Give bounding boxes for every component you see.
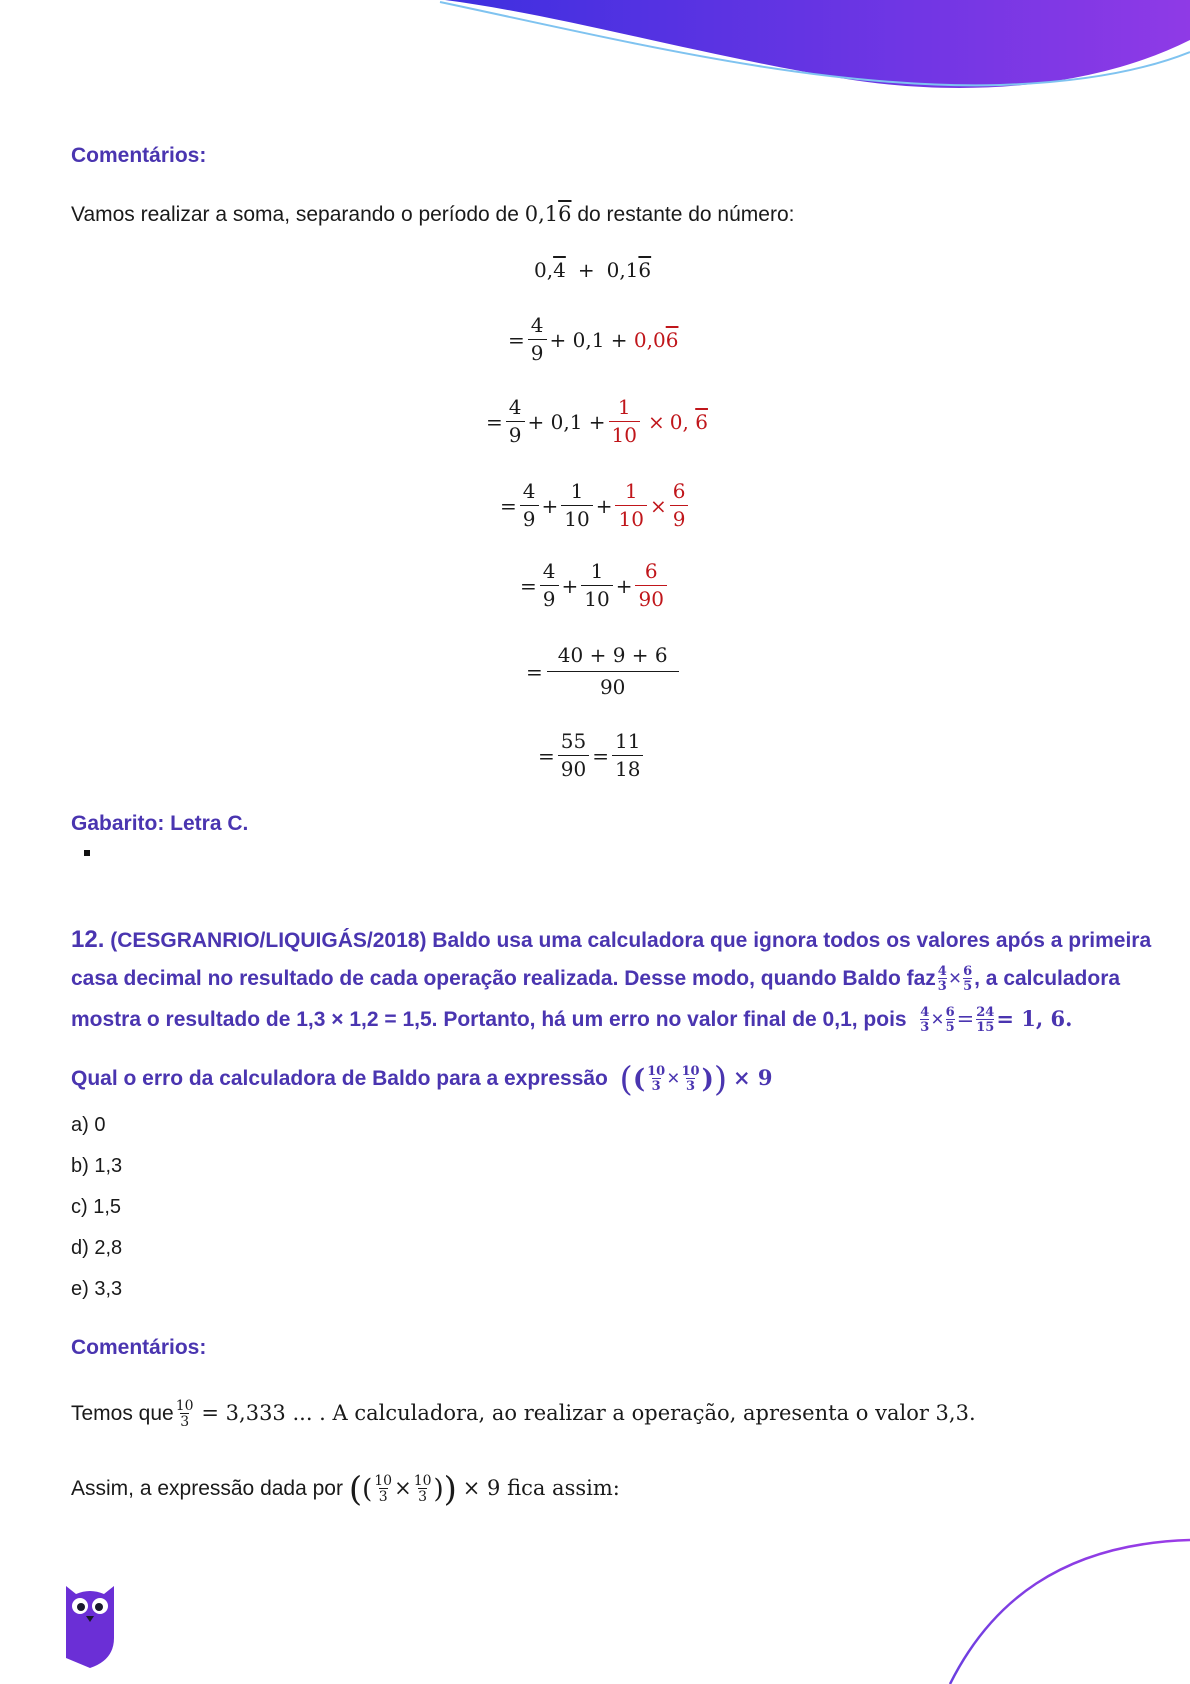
answer-label: Gabarito: Letra C. bbox=[71, 812, 249, 835]
comments-heading: Comentários: bbox=[71, 144, 207, 167]
math-step-1: 0, 4 + 0,1 6 bbox=[534, 258, 652, 282]
intro-text: Vamos realizar a soma, separando o período de bbox=[71, 203, 525, 226]
header-wave-decoration bbox=[0, 0, 1190, 110]
math-step-7: = $\frac{55}{90}$ = $\frac{11}{18}$ bbox=[538, 730, 646, 781]
intro-text-end: do restante do número: bbox=[571, 203, 795, 226]
option-c[interactable]: c) 1,5 bbox=[71, 1196, 122, 1218]
math-step-4: = $\frac{4}{9}$ + $\frac{1}{10}$ + $\frac{1}{10}$ × $\frac{6}{9}$ bbox=[500, 480, 691, 531]
intro-number: 0,16 bbox=[524, 202, 572, 226]
option-b[interactable]: b) 1,3 bbox=[71, 1155, 123, 1177]
math-step-6: = $\frac{40 + 9 + 6}{90}$ bbox=[526, 644, 679, 699]
option-a[interactable]: a) 0 bbox=[71, 1114, 106, 1136]
math-step-3: = $\frac{4}{9}$ + 0,1 + $\frac{1}{10}$ × 0, 6 bbox=[486, 395, 708, 447]
math-step-5: = $\frac{4}{9}$ + $\frac{1}{10}$ + $\frac{6}{90}$ bbox=[520, 560, 670, 611]
question-number: 12. bbox=[71, 926, 105, 953]
math-step-2: = $\frac{4}{9}$ + 0,1 + 0,06 bbox=[508, 313, 679, 365]
option-d[interactable]: d) 2,8 bbox=[71, 1237, 123, 1259]
question-line-2: casa decimal no resultado de cada operação realizada. Desse modo, quando Baldo faz $\frac{4}{3}$ × $\frac{6}{5}$ , a calculadora bbox=[71, 963, 1121, 995]
comment-paragraph-2: Assim, a expressão dada por (( $\frac{10}{3}$ × $\frac{10}{3}$ )) × 9 fica assim: bbox=[71, 1469, 620, 1510]
option-e[interactable]: e) 3,3 bbox=[71, 1278, 123, 1300]
question-line-1: 12. (CESGRANRIO/LIQUIGÁS/2018) Baldo usa uma calculadora que ignora todos os valores após a primeira bbox=[71, 926, 1152, 953]
question-line-4: Qual o erro da calculadora de Baldo para a expressão (( $\frac{10}{3}$ × $\frac{10}{3}$ )) × 9 bbox=[71, 1059, 773, 1100]
intro-paragraph bbox=[71, 200, 794, 229]
owl-logo-icon bbox=[62, 1578, 118, 1670]
comments-heading-2: Comentários: bbox=[71, 1336, 207, 1359]
bullet-marker bbox=[84, 850, 90, 856]
comment-paragraph-1: Temos que $\frac{10}{3}$ = 3,333 ... . A calculadora, ao realizar a operação, apresenta o valor 3,3. bbox=[71, 1397, 976, 1431]
question-line-3: mostra o resultado de 1,3 × 1,2 = 1,5. Portanto, há um erro no valor final de 0,1, pois $\frac{4}{3}$ × $\frac{6}{5}$ = $\frac{24}{15}$ = 1, 6. bbox=[71, 1004, 1073, 1036]
